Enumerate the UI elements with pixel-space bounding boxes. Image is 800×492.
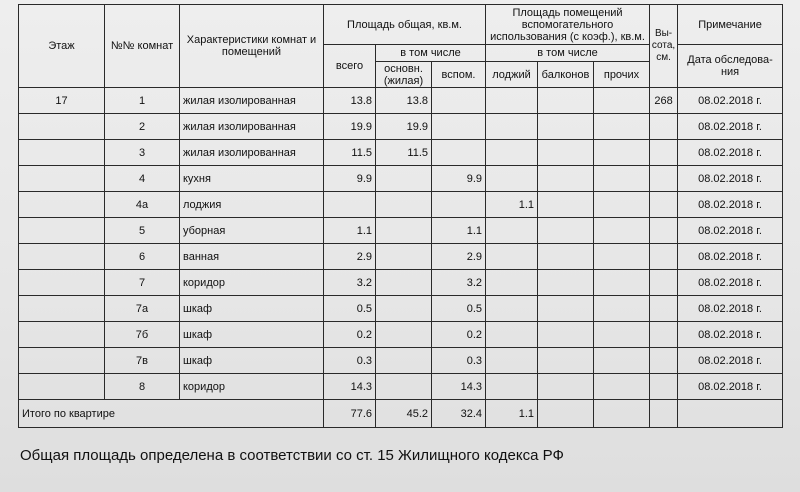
table-row (19, 322, 783, 348)
cell-date: 08.02.2018 г. (678, 192, 783, 218)
header-including: в том числе (376, 45, 486, 62)
cell-room: 2 (105, 114, 180, 140)
cell-main (376, 166, 432, 192)
cell-date: 08.02.2018 г. (678, 374, 783, 400)
cell-other (594, 270, 650, 296)
cell-aux: 3.2 (432, 270, 486, 296)
cell-loggia (486, 114, 538, 140)
cell-aux: 1.1 (432, 218, 486, 244)
table-row (19, 374, 783, 400)
cell-height (650, 192, 678, 218)
cell-other (594, 374, 650, 400)
cell-date: 08.02.2018 г. (678, 218, 783, 244)
cell-date: 08.02.2018 г. (678, 140, 783, 166)
cell-floor (19, 270, 105, 296)
cell-aux: 14.3 (432, 374, 486, 400)
cell-name: ванная (180, 244, 324, 270)
cell-name: кухня (180, 166, 324, 192)
cell-loggia (486, 296, 538, 322)
cell-floor (19, 218, 105, 244)
cell-floor (19, 166, 105, 192)
cell-floor (19, 244, 105, 270)
cell-aux (432, 88, 486, 114)
cell-total: 3.2 (324, 270, 376, 296)
header-survey-date: Дата обследова-ния (678, 45, 783, 88)
cell-main (376, 374, 432, 400)
cell-date: 08.02.2018 г. (678, 348, 783, 374)
cell-floor: 17 (19, 88, 105, 114)
cell-height (650, 244, 678, 270)
cell-name: коридор (180, 374, 324, 400)
cell-room: 7в (105, 348, 180, 374)
cell-height (650, 140, 678, 166)
cell-loggia (486, 88, 538, 114)
header-room-number: №№ комнат (105, 5, 180, 88)
cell-balcony (538, 374, 594, 400)
cell-main: 19.9 (376, 114, 432, 140)
cell-main (376, 244, 432, 270)
header-main: основн. (жилая) (376, 62, 432, 88)
header-all: всего (324, 45, 376, 88)
header-including-aux: в том числе (486, 45, 650, 62)
cell-date: 08.02.2018 г. (678, 296, 783, 322)
cell-floor (19, 348, 105, 374)
cell-room: 4 (105, 166, 180, 192)
cell-aux (432, 114, 486, 140)
cell-main: 13.8 (376, 88, 432, 114)
cell-room: 6 (105, 244, 180, 270)
cell-height (650, 166, 678, 192)
cell-name: коридор (180, 270, 324, 296)
header-note: Примечание (678, 5, 783, 45)
totals-loggia: 1.1 (486, 400, 538, 428)
cell-aux: 2.9 (432, 244, 486, 270)
cell-other (594, 114, 650, 140)
cell-date: 08.02.2018 г. (678, 166, 783, 192)
cell-height: 268 (650, 88, 678, 114)
cell-date: 08.02.2018 г. (678, 322, 783, 348)
table-body (19, 88, 783, 400)
table-row (19, 114, 783, 140)
cell-main: 11.5 (376, 140, 432, 166)
cell-aux: 0.2 (432, 322, 486, 348)
cell-height (650, 270, 678, 296)
footer-note: Общая площадь определена в соответствии со ст. 15 Жилищного кодекса РФ (20, 447, 564, 464)
table-row (19, 192, 783, 218)
cell-balcony (538, 166, 594, 192)
cell-total: 14.3 (324, 374, 376, 400)
cell-floor (19, 140, 105, 166)
cell-name: шкаф (180, 322, 324, 348)
cell-name: жилая изолированная (180, 140, 324, 166)
cell-balcony (538, 218, 594, 244)
cell-other (594, 88, 650, 114)
room-explication-table (18, 4, 783, 428)
cell-balcony (538, 88, 594, 114)
totals-other (594, 400, 650, 428)
header-other: прочих (594, 62, 650, 88)
cell-loggia (486, 218, 538, 244)
totals-date (678, 400, 783, 428)
cell-date: 08.02.2018 г. (678, 88, 783, 114)
cell-loggia (486, 244, 538, 270)
cell-total: 11.5 (324, 140, 376, 166)
cell-total: 0.2 (324, 322, 376, 348)
totals-main: 45.2 (376, 400, 432, 428)
cell-balcony (538, 322, 594, 348)
cell-floor (19, 114, 105, 140)
table-row (19, 218, 783, 244)
cell-room: 8 (105, 374, 180, 400)
cell-name: шкаф (180, 296, 324, 322)
cell-date: 08.02.2018 г. (678, 270, 783, 296)
cell-aux: 9.9 (432, 166, 486, 192)
table-row (19, 140, 783, 166)
cell-room: 7б (105, 322, 180, 348)
totals-balcony (538, 400, 594, 428)
cell-other (594, 296, 650, 322)
cell-other (594, 140, 650, 166)
cell-room: 4а (105, 192, 180, 218)
cell-balcony (538, 270, 594, 296)
header-characteristics: Характеристики комнат и помещений (180, 5, 324, 88)
cell-height (650, 348, 678, 374)
cell-loggia (486, 166, 538, 192)
cell-aux (432, 140, 486, 166)
cell-room: 1 (105, 88, 180, 114)
cell-loggia (486, 374, 538, 400)
cell-loggia (486, 348, 538, 374)
cell-main (376, 348, 432, 374)
table-row (19, 166, 783, 192)
cell-name: лоджия (180, 192, 324, 218)
cell-floor (19, 322, 105, 348)
cell-main (376, 296, 432, 322)
totals-label: Итого по квартире (19, 400, 324, 428)
cell-other (594, 322, 650, 348)
cell-balcony (538, 140, 594, 166)
cell-height (650, 218, 678, 244)
header-floor: Этаж (19, 5, 105, 88)
cell-total: 13.8 (324, 88, 376, 114)
totals-aux: 32.4 (432, 400, 486, 428)
cell-room: 7а (105, 296, 180, 322)
cell-floor (19, 374, 105, 400)
cell-name: шкаф (180, 348, 324, 374)
totals-row (19, 400, 783, 428)
cell-room: 7 (105, 270, 180, 296)
header-aux-area: Площадь помещений вспомогательного использования (с коэф.), кв.м. (486, 5, 650, 45)
cell-total: 2.9 (324, 244, 376, 270)
cell-main (376, 322, 432, 348)
cell-main (376, 270, 432, 296)
cell-loggia (486, 140, 538, 166)
cell-name: жилая изолированная (180, 114, 324, 140)
header-height: Вы-сота, см. (650, 5, 678, 88)
cell-loggia (486, 322, 538, 348)
cell-total: 1.1 (324, 218, 376, 244)
cell-other (594, 218, 650, 244)
cell-total: 0.5 (324, 296, 376, 322)
cell-other (594, 348, 650, 374)
cell-height (650, 374, 678, 400)
header-auxiliary: вспом. (432, 62, 486, 88)
cell-date: 08.02.2018 г. (678, 244, 783, 270)
cell-height (650, 296, 678, 322)
cell-total (324, 192, 376, 218)
cell-aux: 0.3 (432, 348, 486, 374)
totals-height (650, 400, 678, 428)
cell-height (650, 114, 678, 140)
cell-balcony (538, 192, 594, 218)
cell-other (594, 166, 650, 192)
cell-height (650, 322, 678, 348)
cell-total: 19.9 (324, 114, 376, 140)
header-total-area: Площадь общая, кв.м. (324, 5, 486, 45)
table-row (19, 88, 783, 114)
totals-total: 77.6 (324, 400, 376, 428)
cell-name: жилая изолированная (180, 88, 324, 114)
cell-balcony (538, 296, 594, 322)
header-balconies: балконов (538, 62, 594, 88)
cell-balcony (538, 348, 594, 374)
cell-total: 0.3 (324, 348, 376, 374)
cell-balcony (538, 244, 594, 270)
cell-floor (19, 192, 105, 218)
cell-floor (19, 296, 105, 322)
table-row (19, 348, 783, 374)
cell-date: 08.02.2018 г. (678, 114, 783, 140)
table-row (19, 296, 783, 322)
cell-main (376, 192, 432, 218)
cell-other (594, 192, 650, 218)
table-row (19, 270, 783, 296)
cell-main (376, 218, 432, 244)
cell-name: уборная (180, 218, 324, 244)
cell-aux: 0.5 (432, 296, 486, 322)
cell-loggia: 1.1 (486, 192, 538, 218)
table-row (19, 244, 783, 270)
header-loggias: лоджий (486, 62, 538, 88)
cell-total: 9.9 (324, 166, 376, 192)
cell-other (594, 244, 650, 270)
cell-room: 3 (105, 140, 180, 166)
cell-balcony (538, 114, 594, 140)
cell-room: 5 (105, 218, 180, 244)
cell-loggia (486, 270, 538, 296)
cell-aux (432, 192, 486, 218)
